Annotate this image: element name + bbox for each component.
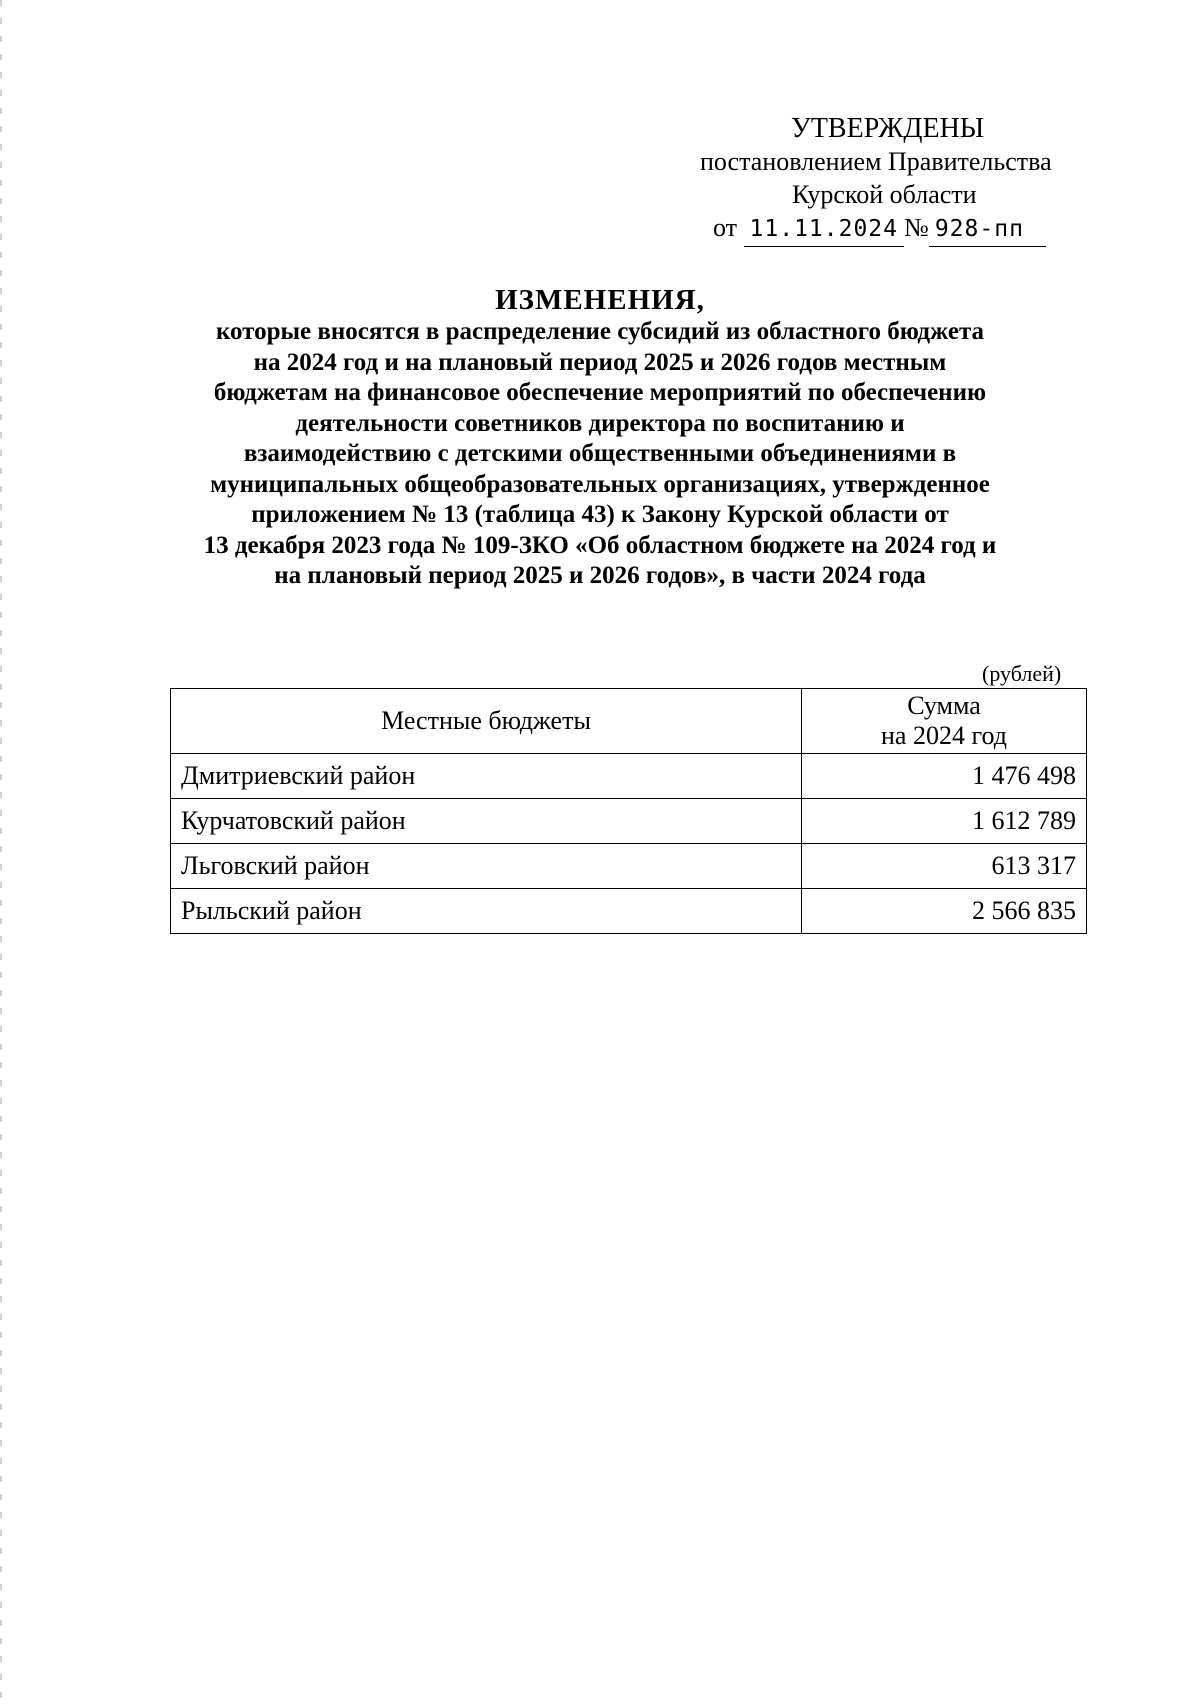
- row-amount: 1 476 498: [802, 754, 1087, 799]
- table-row: [171, 889, 1087, 934]
- units-label: (рублей): [982, 661, 1062, 686]
- row-amount: 1 612 789: [802, 799, 1087, 844]
- table-row: [171, 844, 1087, 889]
- table-row: [171, 799, 1087, 844]
- heading-line: 13 декабря 2023 года № 109-ЗКО «Об областном бюджете на 2024 год и: [203, 531, 997, 559]
- row-name: Курчатовский район: [171, 799, 802, 844]
- approval-authority: постановлением Правительства: [700, 147, 1052, 176]
- approval-region: Курской области: [792, 180, 977, 209]
- budget-table: [170, 688, 1087, 934]
- heading-line: которые вносятся в распределение субсидий из областного бюджета: [215, 318, 985, 345]
- heading-line: взаимодействию с детскими общественными объединениями в: [243, 440, 957, 467]
- table-header-row: [171, 689, 1087, 754]
- heading-line: на плановый период 2025 и 2026 годов», в части 2024 года: [274, 562, 926, 589]
- approval-title: УТВЕРЖДЕНЫ: [791, 113, 985, 144]
- header-amount-line1: Сумма: [907, 691, 981, 720]
- heading-line: деятельности советников директора по воспитанию и: [295, 409, 905, 437]
- document-heading: [140, 283, 1060, 592]
- approval-number: 928-пп: [929, 213, 1046, 247]
- row-amount: 2 566 835: [802, 889, 1087, 934]
- approval-date: 11.11.2024: [744, 213, 904, 247]
- header-amount-line2: на 2024 год: [881, 721, 1007, 750]
- table-row: [171, 754, 1087, 799]
- header-amount: [802, 689, 1087, 754]
- heading-line: бюджетам на финансовое обеспечение мероприятий по обеспечению: [213, 379, 987, 406]
- approval-date-number: [713, 211, 1100, 247]
- row-name: Рыльский район: [171, 889, 802, 934]
- heading-line: на 2024 год и на плановый период 2025 и 2026 годов местным: [253, 348, 947, 376]
- approval-stamp-block: [700, 112, 1100, 247]
- row-name: Льговский район: [171, 844, 802, 889]
- number-prefix: №: [904, 213, 929, 242]
- row-amount: 613 317: [802, 844, 1087, 889]
- date-prefix: от: [713, 213, 738, 242]
- heading-line: муниципальных общеобразовательных организациях, утвержденное: [210, 470, 990, 498]
- heading-title: ИЗМЕНЕНИЯ,: [495, 284, 705, 316]
- scan-edge-artifact: [0, 0, 2, 1705]
- row-name: Дмитриевский район: [171, 754, 802, 799]
- heading-line: приложением № 13 (таблица 43) к Закону Курской области от: [251, 501, 949, 528]
- header-local-budgets: Местные бюджеты: [171, 689, 802, 754]
